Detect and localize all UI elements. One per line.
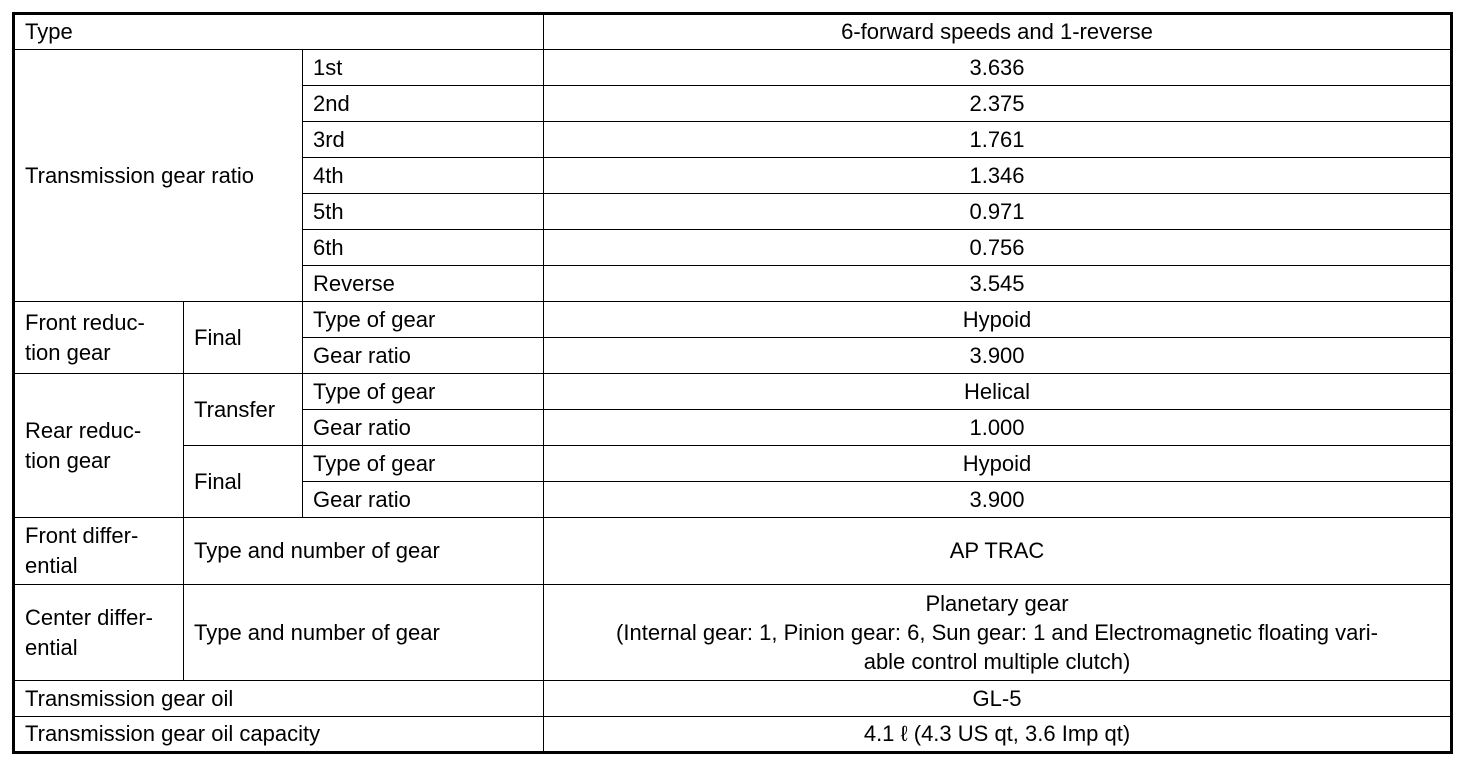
- front-reduction-final-label: Final: [184, 302, 303, 374]
- param-label: Type of gear: [303, 374, 544, 410]
- table-row-front-differential: [14, 518, 1452, 585]
- table-row-gear-1st: [14, 50, 1452, 86]
- specifications-table: [12, 12, 1453, 754]
- center-differential-label: [14, 585, 184, 681]
- gear-name: 5th: [303, 194, 544, 230]
- front-differential-param: Type and number of gear: [184, 518, 544, 585]
- center-differential-value-line-3: able control multiple clutch): [863, 649, 1131, 674]
- param-value: 1.000: [544, 410, 1452, 446]
- gear-name: Reverse: [303, 266, 544, 302]
- gear-name: 1st: [303, 50, 544, 86]
- front-differential-label: [14, 518, 184, 585]
- param-value: 3.900: [544, 482, 1452, 518]
- gear-name: 2nd: [303, 86, 544, 122]
- param-value: Hypoid: [544, 302, 1452, 338]
- front-reduction-label: [14, 302, 184, 374]
- rear-final-label: Final: [184, 446, 303, 518]
- gear-name: 6th: [303, 230, 544, 266]
- front-reduction-label-line-2: tion gear: [25, 339, 111, 365]
- gear-ratio-label: Transmission gear ratio: [14, 50, 303, 302]
- table-row-type: [14, 14, 1452, 50]
- gear-oil-capacity-value: 4.1 ℓ (4.3 US qt, 3.6 Imp qt): [544, 717, 1452, 753]
- param-value: 3.900: [544, 338, 1452, 374]
- gear-ratio-value: 0.756: [544, 230, 1452, 266]
- front-reduction-label-line-1: Front reduc-: [25, 309, 145, 335]
- gear-ratio-value: 3.636: [544, 50, 1452, 86]
- rear-transfer-label: Transfer: [184, 374, 303, 446]
- center-differential-label-line-2: ential: [25, 634, 78, 660]
- gear-oil-label: Transmission gear oil: [14, 681, 544, 717]
- rear-reduction-label-line-2: tion gear: [25, 447, 111, 473]
- table-row-gear-oil-capacity: [14, 717, 1452, 753]
- front-differential-label-line-2: ential: [25, 553, 78, 578]
- gear-oil-value: GL-5: [544, 681, 1452, 717]
- table-row-front-reduction-type: [14, 302, 1452, 338]
- center-differential-value-line-2: (Internal gear: 1, Pinion gear: 6, Sun gear: 1 and Electromagnetic floating vari-: [616, 620, 1378, 645]
- gear-name: 4th: [303, 158, 544, 194]
- front-differential-value: AP TRAC: [544, 518, 1452, 585]
- rear-reduction-label: [14, 374, 184, 518]
- param-label: Gear ratio: [303, 338, 544, 374]
- gear-ratio-value: 3.545: [544, 266, 1452, 302]
- center-differential-value: [544, 585, 1452, 681]
- gear-ratio-value: 1.761: [544, 122, 1452, 158]
- param-label: Gear ratio: [303, 410, 544, 446]
- param-label: Type of gear: [303, 302, 544, 338]
- table-row-rear-transfer-type: [14, 374, 1452, 410]
- param-label: Gear ratio: [303, 482, 544, 518]
- center-differential-label-line-1: Center differ-: [25, 604, 153, 630]
- type-value: 6-forward speeds and 1-reverse: [544, 14, 1452, 50]
- gear-ratio-value: 0.971: [544, 194, 1452, 230]
- center-differential-value-line-1: Planetary gear: [925, 591, 1069, 616]
- gear-ratio-value: 1.346: [544, 158, 1452, 194]
- table-row-center-differential: [14, 585, 1452, 681]
- table-row-gear-oil: [14, 681, 1452, 717]
- gear-name: 3rd: [303, 122, 544, 158]
- type-label: Type: [14, 14, 544, 50]
- center-differential-param: Type and number of gear: [184, 585, 544, 681]
- param-value: Hypoid: [544, 446, 1452, 482]
- param-label: Type of gear: [303, 446, 544, 482]
- param-value: Helical: [544, 374, 1452, 410]
- rear-reduction-label-line-1: Rear reduc-: [25, 417, 142, 443]
- front-differential-label-line-1: Front differ-: [25, 523, 139, 548]
- gear-ratio-value: 2.375: [544, 86, 1452, 122]
- table-row-rear-final-type: [14, 446, 1452, 482]
- gear-oil-capacity-label: Transmission gear oil capacity: [14, 717, 544, 753]
